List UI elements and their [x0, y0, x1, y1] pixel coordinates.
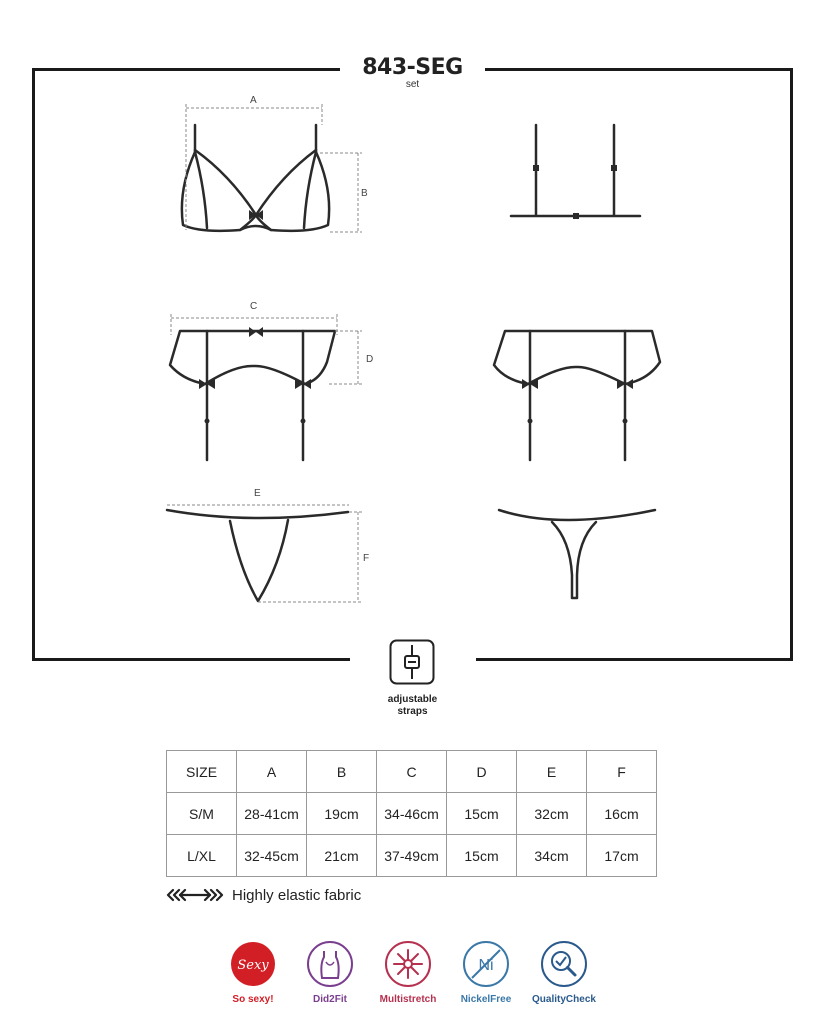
badge-label: So sexy! [232, 994, 274, 1005]
nickelfree-icon [462, 940, 510, 988]
did2fit-icon [306, 940, 354, 988]
badge-did2fit [290, 940, 370, 1005]
table-cell: 17cm [587, 835, 657, 877]
table-row [167, 835, 657, 877]
table-cell: 15cm [447, 835, 517, 877]
stretch-arrows-icon [166, 888, 224, 902]
dimension-label-f: F [363, 553, 370, 564]
table-header-row [167, 751, 657, 793]
table-cell: 32-45cm [237, 835, 307, 877]
dimension-label-b: B [361, 188, 368, 199]
table-cell: 37-49cm [377, 835, 447, 877]
table-cell: C [377, 751, 447, 793]
badge-label: NickelFree [460, 994, 512, 1005]
badge-qualitycheck [524, 940, 604, 1005]
product-subtitle: set [405, 79, 420, 90]
elastic-fabric-text: Highly elastic fabric [232, 886, 362, 904]
bra-back-drawing [511, 125, 640, 216]
adjustable-straps-label [370, 694, 455, 718]
product-code: 843-SEG [362, 55, 463, 80]
badge-label: QualityCheck [532, 994, 596, 1005]
badge-label: Did2Fit [313, 994, 347, 1005]
badge-label: Multistretch [379, 994, 437, 1005]
table-cell: 34cm [517, 835, 587, 877]
garter-front-drawing [170, 331, 335, 460]
dimension-label-a: A [250, 95, 257, 106]
table-cell: D [447, 751, 517, 793]
table-cell: 32cm [517, 793, 587, 835]
table-cell: 19cm [307, 793, 377, 835]
table-cell: L/XL [167, 835, 237, 877]
sexy-icon [229, 940, 277, 988]
multistretch-icon [384, 940, 432, 988]
thong-back-drawing [499, 510, 655, 598]
table-cell: 21cm [307, 835, 377, 877]
feature-badges [218, 940, 618, 1010]
sexy-icon-text: Sexy [237, 958, 269, 973]
elastic-fabric-note [166, 885, 361, 905]
thong-front-drawing [167, 510, 348, 601]
feature-label-line2: straps [397, 706, 428, 717]
table-cell: 34-46cm [377, 793, 447, 835]
table-cell: 28-41cm [237, 793, 307, 835]
table-cell: SIZE [167, 751, 237, 793]
badge-so-sexy [213, 940, 293, 1005]
table-cell: B [307, 751, 377, 793]
table-row [167, 793, 657, 835]
size-table [166, 750, 657, 877]
table-cell: E [517, 751, 587, 793]
qualitycheck-icon [540, 940, 588, 988]
table-cell: A [237, 751, 307, 793]
table-cell: 15cm [447, 793, 517, 835]
badge-nickelfree [446, 940, 526, 1005]
badge-multistretch [368, 940, 448, 1005]
dimension-label-d: D [366, 354, 374, 365]
table-cell: F [587, 751, 657, 793]
garter-back-drawing [494, 331, 660, 460]
nickelfree-icon-text: Ni [478, 957, 494, 974]
table-cell: S/M [167, 793, 237, 835]
table-cell: 16cm [587, 793, 657, 835]
adjustable-straps-icon [389, 639, 435, 685]
feature-label-line1: adjustable [387, 694, 438, 705]
dimension-label-e: E [254, 488, 261, 499]
dimension-label-c: C [250, 301, 258, 312]
dimension-lines [167, 104, 362, 602]
